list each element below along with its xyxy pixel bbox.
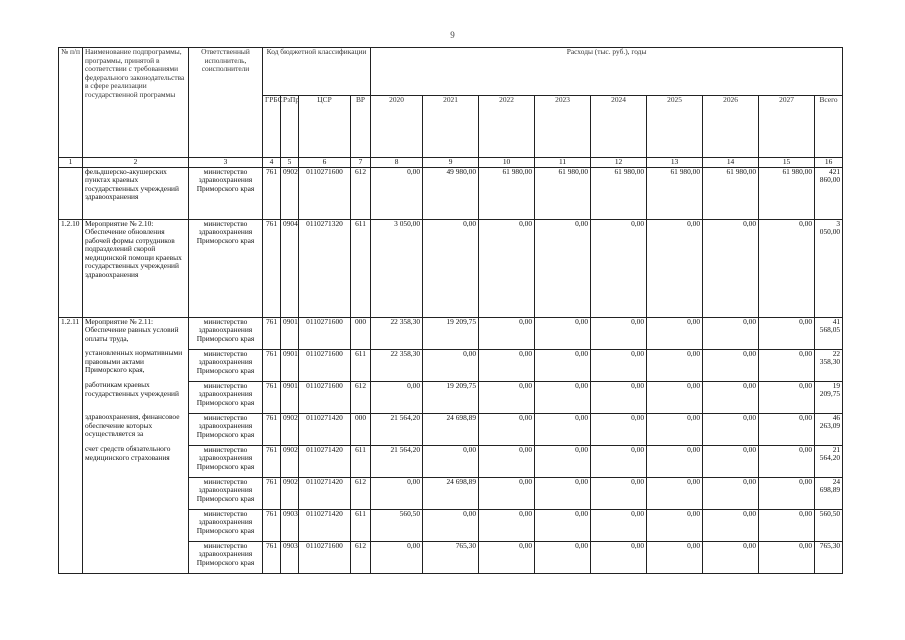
column-number: 11	[535, 158, 591, 168]
value-cell: 0,00	[371, 167, 423, 219]
vr-cell: 611	[351, 349, 371, 381]
value-cell: 22 358,30	[815, 349, 843, 381]
csr-cell: 0110271420	[299, 477, 351, 509]
num-cell: 1.2.11	[59, 317, 83, 573]
header-vr: ВР	[351, 96, 371, 158]
executor-cell: министерство здравоохранения Приморского края	[189, 219, 263, 317]
table-row	[59, 317, 843, 349]
column-number: 16	[815, 158, 843, 168]
value-cell: 21 564,20	[371, 445, 423, 477]
grbs-cell: 761	[263, 317, 281, 349]
executor-cell: министерство здравоохранения Приморского края	[189, 541, 263, 573]
vr-cell: 612	[351, 381, 371, 413]
value-cell: 61 980,00	[591, 167, 647, 219]
value-cell: 0,00	[647, 541, 703, 573]
header-year: 2026	[703, 96, 759, 158]
value-cell: 19 209,75	[423, 381, 479, 413]
value-cell: 0,00	[479, 541, 535, 573]
header-year: 2024	[591, 96, 647, 158]
value-cell: 0,00	[703, 477, 759, 509]
column-number: 8	[371, 158, 423, 168]
header-rzpr: РзПр	[281, 96, 299, 158]
csr-cell: 0110271600	[299, 167, 351, 219]
table-row	[59, 381, 843, 413]
name-cell: Мероприятие № 2.11: Обеспечение равных условий оплаты труда,	[83, 317, 189, 349]
name-cell: установленных нормативными правовыми актами Приморского края,	[83, 349, 189, 381]
executor-cell: министерство здравоохранения Приморского края	[189, 445, 263, 477]
value-cell: 0,00	[371, 477, 423, 509]
value-cell: 0,00	[423, 349, 479, 381]
value-cell: 0,00	[759, 509, 815, 541]
header-year: 2027	[759, 96, 815, 158]
header-total: Всего	[815, 96, 843, 158]
column-number-row	[59, 158, 843, 168]
vr-cell: 611	[351, 219, 371, 317]
value-cell: 0,00	[759, 381, 815, 413]
column-number: 9	[423, 158, 479, 168]
value-cell: 24 698,89	[423, 477, 479, 509]
rzpr-cell: 0901	[281, 349, 299, 381]
header-year: 2020	[371, 96, 423, 158]
value-cell: 560,50	[815, 509, 843, 541]
rzpr-cell: 0902	[281, 413, 299, 445]
rzpr-cell: 0903	[281, 541, 299, 573]
csr-cell: 0110271600	[299, 541, 351, 573]
value-cell: 0,00	[423, 509, 479, 541]
header-year: 2023	[535, 96, 591, 158]
header-name: Наименование подпрограммы, программы, принятой в соответствии с требованиями федерального законодательства в сфере реализации государственной программы	[83, 48, 189, 158]
header-year: 2025	[647, 96, 703, 158]
value-cell: 0,00	[591, 219, 647, 317]
value-cell: 0,00	[703, 413, 759, 445]
table-row	[59, 413, 843, 445]
value-cell: 0,00	[647, 477, 703, 509]
column-number: 15	[759, 158, 815, 168]
value-cell: 0,00	[479, 445, 535, 477]
rzpr-cell: 0902	[281, 167, 299, 219]
grbs-cell: 761	[263, 477, 281, 509]
value-cell: 0,00	[423, 219, 479, 317]
name-cell: счет средств обязательного медицинского страхования	[83, 445, 189, 477]
value-cell: 0,00	[535, 541, 591, 573]
value-cell: 19 209,75	[815, 381, 843, 413]
name-cell: Мероприятие № 2.10: Обеспечение обновления рабочей формы сотрудников подразделений скорой медицинской помощи краевых государственных учреждений здравоохранения	[83, 219, 189, 317]
value-cell: 0,00	[479, 477, 535, 509]
csr-cell: 0110271420	[299, 509, 351, 541]
header-year: 2022	[479, 96, 535, 158]
value-cell: 0,00	[591, 381, 647, 413]
csr-cell: 0110271600	[299, 317, 351, 349]
column-number: 1	[59, 158, 83, 168]
table-row	[59, 219, 843, 317]
vr-cell: 611	[351, 509, 371, 541]
value-cell: 0,00	[479, 381, 535, 413]
value-cell: 0,00	[647, 413, 703, 445]
csr-cell: 0110271600	[299, 381, 351, 413]
value-cell: 0,00	[647, 317, 703, 349]
value-cell: 0,00	[591, 317, 647, 349]
csr-cell: 0110271320	[299, 219, 351, 317]
value-cell: 61 980,00	[479, 167, 535, 219]
value-cell: 0,00	[647, 381, 703, 413]
value-cell: 22 358,30	[371, 349, 423, 381]
value-cell: 0,00	[759, 477, 815, 509]
value-cell: 21 564,20	[371, 413, 423, 445]
value-cell: 0,00	[703, 509, 759, 541]
value-cell: 0,00	[371, 381, 423, 413]
vr-cell: 611	[351, 445, 371, 477]
grbs-cell: 761	[263, 349, 281, 381]
value-cell: 24 698,89	[815, 477, 843, 509]
executor-cell: министерство здравоохранения Приморского края	[189, 509, 263, 541]
value-cell: 0,00	[535, 349, 591, 381]
value-cell: 0,00	[759, 445, 815, 477]
value-cell: 0,00	[535, 445, 591, 477]
header-grbs: ГРБС	[263, 96, 281, 158]
value-cell: 41 568,05	[815, 317, 843, 349]
value-cell: 61 980,00	[647, 167, 703, 219]
column-number: 5	[281, 158, 299, 168]
value-cell: 0,00	[535, 219, 591, 317]
value-cell: 0,00	[759, 541, 815, 573]
header-executor: Ответственный исполнитель, соисполнители	[189, 48, 263, 158]
value-cell: 19 209,75	[423, 317, 479, 349]
value-cell: 61 980,00	[759, 167, 815, 219]
executor-cell: министерство здравоохранения Приморского края	[189, 167, 263, 219]
value-cell: 0,00	[759, 317, 815, 349]
value-cell: 0,00	[591, 413, 647, 445]
column-number: 13	[647, 158, 703, 168]
column-number: 4	[263, 158, 281, 168]
value-cell: 0,00	[535, 477, 591, 509]
executor-cell: министерство здравоохранения Приморского края	[189, 317, 263, 349]
name-cell: работникам краевых государственных учреждений	[83, 381, 189, 413]
value-cell: 0,00	[591, 445, 647, 477]
rzpr-cell: 0902	[281, 445, 299, 477]
value-cell: 0,00	[703, 541, 759, 573]
rzpr-cell: 0901	[281, 381, 299, 413]
value-cell: 0,00	[703, 317, 759, 349]
value-cell: 0,00	[647, 349, 703, 381]
value-cell: 0,00	[479, 509, 535, 541]
name-cell	[83, 477, 189, 509]
value-cell: 0,00	[703, 445, 759, 477]
executor-cell: министерство здравоохранения Приморского края	[189, 381, 263, 413]
value-cell: 0,00	[423, 445, 479, 477]
value-cell: 49 980,00	[423, 167, 479, 219]
value-cell: 0,00	[479, 413, 535, 445]
budget-table	[58, 47, 843, 574]
executor-cell: министерство здравоохранения Приморского края	[189, 413, 263, 445]
grbs-cell: 761	[263, 167, 281, 219]
num-cell	[59, 167, 83, 219]
executor-cell: министерство здравоохранения Приморского края	[189, 349, 263, 381]
csr-cell: 0110271600	[299, 349, 351, 381]
value-cell: 0,00	[759, 413, 815, 445]
value-cell: 0,00	[647, 509, 703, 541]
rzpr-cell: 0902	[281, 477, 299, 509]
grbs-cell: 761	[263, 381, 281, 413]
page-number: 9	[450, 30, 455, 40]
column-number: 2	[83, 158, 189, 168]
grbs-cell: 761	[263, 541, 281, 573]
column-number: 12	[591, 158, 647, 168]
executor-cell: министерство здравоохранения Приморского края	[189, 477, 263, 509]
column-number: 10	[479, 158, 535, 168]
value-cell: 0,00	[703, 219, 759, 317]
value-cell: 24 698,89	[423, 413, 479, 445]
value-cell: 765,30	[815, 541, 843, 573]
header-num: № п/п	[59, 48, 83, 158]
value-cell: 61 980,00	[535, 167, 591, 219]
vr-cell: 000	[351, 413, 371, 445]
value-cell: 560,50	[371, 509, 423, 541]
value-cell: 0,00	[591, 349, 647, 381]
value-cell: 0,00	[479, 349, 535, 381]
value-cell: 0,00	[535, 509, 591, 541]
table-row	[59, 509, 843, 541]
column-number: 7	[351, 158, 371, 168]
vr-cell: 612	[351, 477, 371, 509]
name-cell	[83, 509, 189, 541]
vr-cell: 612	[351, 167, 371, 219]
column-number: 14	[703, 158, 759, 168]
rzpr-cell: 0904	[281, 219, 299, 317]
value-cell: 0,00	[371, 541, 423, 573]
value-cell: 0,00	[591, 541, 647, 573]
csr-cell: 0110271420	[299, 445, 351, 477]
value-cell: 0,00	[591, 477, 647, 509]
value-cell: 0,00	[759, 219, 815, 317]
value-cell: 0,00	[479, 317, 535, 349]
table-row	[59, 477, 843, 509]
value-cell: 0,00	[479, 219, 535, 317]
value-cell: 22 358,30	[371, 317, 423, 349]
value-cell: 21 564,20	[815, 445, 843, 477]
num-cell: 1.2.10	[59, 219, 83, 317]
table-row	[59, 167, 843, 219]
value-cell: 3 050,00	[815, 219, 843, 317]
name-cell: здравоохранения, финансовое обеспечение которых осуществляется за	[83, 413, 189, 445]
header-year: 2021	[423, 96, 479, 158]
table-row	[59, 349, 843, 381]
value-cell: 3 050,00	[371, 219, 423, 317]
value-cell: 0,00	[703, 381, 759, 413]
name-cell	[83, 541, 189, 573]
table-row	[59, 541, 843, 573]
value-cell: 421 860,00	[815, 167, 843, 219]
header-csr: ЦСР	[299, 96, 351, 158]
column-number: 6	[299, 158, 351, 168]
csr-cell: 0110271420	[299, 413, 351, 445]
grbs-cell: 761	[263, 445, 281, 477]
value-cell: 0,00	[591, 509, 647, 541]
header-expenses: Расходы (тыс. руб.), годы	[371, 48, 843, 96]
value-cell: 0,00	[647, 445, 703, 477]
rzpr-cell: 0901	[281, 317, 299, 349]
grbs-cell: 761	[263, 509, 281, 541]
rzpr-cell: 0903	[281, 509, 299, 541]
name-cell: фельдшерско-акушерских пунктах краевых государственных учреждений здравоохранения	[83, 167, 189, 219]
vr-cell: 000	[351, 317, 371, 349]
value-cell: 0,00	[647, 219, 703, 317]
value-cell: 46 263,09	[815, 413, 843, 445]
grbs-cell: 761	[263, 413, 281, 445]
value-cell: 61 980,00	[703, 167, 759, 219]
table-row	[59, 445, 843, 477]
grbs-cell: 761	[263, 219, 281, 317]
vr-cell: 612	[351, 541, 371, 573]
value-cell: 0,00	[535, 413, 591, 445]
value-cell: 0,00	[759, 349, 815, 381]
value-cell: 0,00	[703, 349, 759, 381]
value-cell: 0,00	[535, 317, 591, 349]
header-budget-code: Код бюджетной классификации	[263, 48, 371, 96]
value-cell: 765,30	[423, 541, 479, 573]
column-number: 3	[189, 158, 263, 168]
value-cell: 0,00	[535, 381, 591, 413]
